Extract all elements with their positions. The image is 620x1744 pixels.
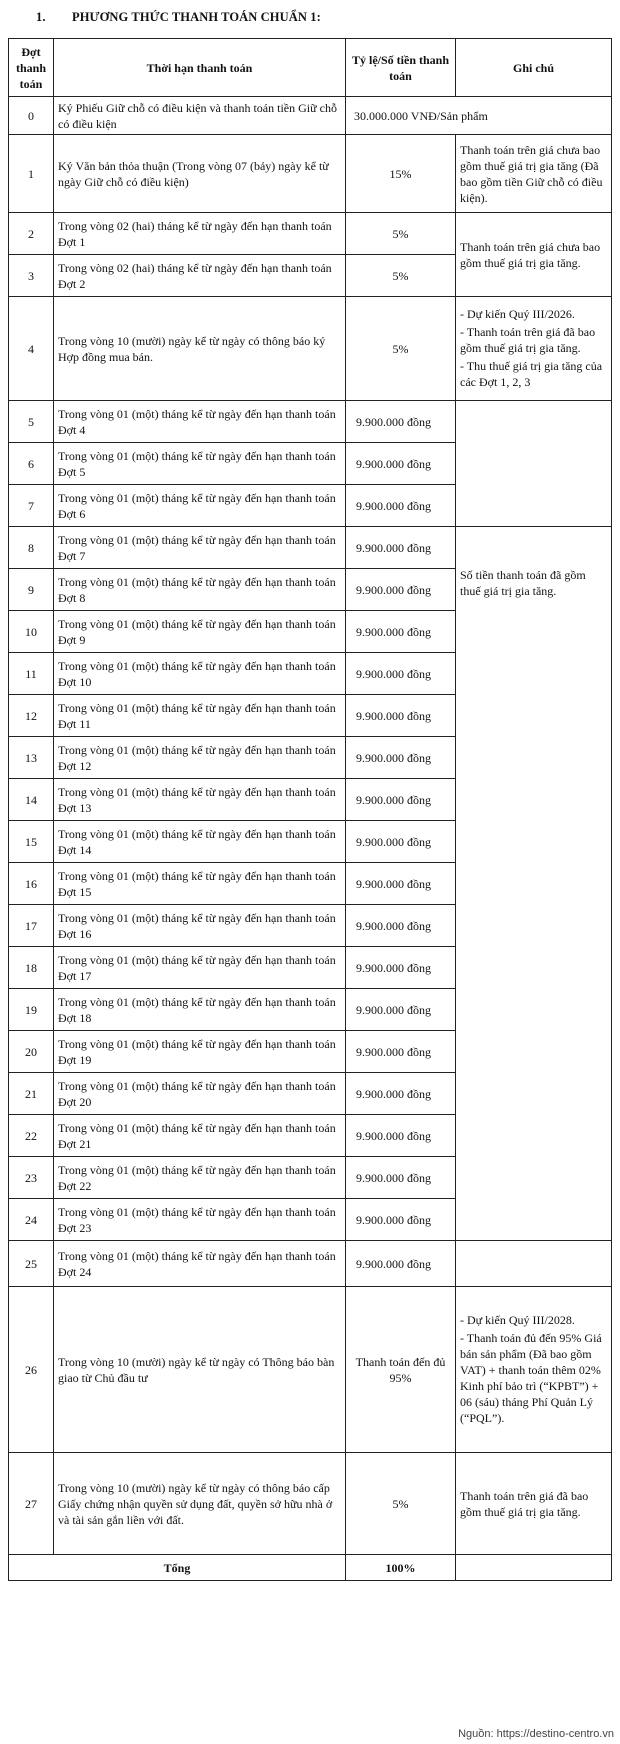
row-amount: 9.900.000 đồng [346,695,456,737]
row-index: 0 [9,97,54,135]
section-heading [36,10,321,25]
row-index: 25 [9,1241,54,1287]
note-8-24: Số tiền thanh toán đã gồm thuế giá trị gia tăng. [456,527,612,1241]
row-amount: 9.900.000 đồng [346,947,456,989]
row-amount: 9.900.000 đồng [346,905,456,947]
row-index: 4 [9,297,54,401]
total-row [9,1555,612,1581]
header-note: Ghi chú [456,39,612,97]
table-row [9,1241,612,1287]
total-label: Tổng [9,1555,346,1581]
row-deadline: Trong vòng 01 (một) tháng kể từ ngày đến hạn thanh toán Đợt 10 [54,653,346,695]
row-amount: 5% [346,1453,456,1555]
source-credit: Nguồn: https://destino-centro.vn [458,1728,614,1740]
row-deadline: Trong vòng 01 (một) tháng kể từ ngày đến hạn thanh toán Đợt 15 [54,863,346,905]
note-1: Thanh toán trên giá chưa bao gồm thuế giá trị gia tăng (Đã bao gồm tiền Giữ chỗ có điều kiện). [456,135,612,213]
note-line: - Dự kiến Quý III/2028. [460,1312,575,1327]
table-row [9,97,612,135]
row-deadline: Trong vòng 01 (một) tháng kể từ ngày đến hạn thanh toán Đợt 22 [54,1157,346,1199]
row-index: 13 [9,737,54,779]
row-index: 15 [9,821,54,863]
row-deadline: Trong vòng 01 (một) tháng kể từ ngày đến hạn thanh toán Đợt 19 [54,1031,346,1073]
note-5-7 [456,401,612,527]
row-deadline: Trong vòng 01 (một) tháng kể từ ngày đến hạn thanh toán Đợt 23 [54,1199,346,1241]
row-amount: 5% [346,297,456,401]
row-amount: Thanh toán đến đủ 95% [346,1287,456,1453]
note-line: - Thanh toán trên giá đã bao gồm thuế giá trị gia tăng. [460,324,596,355]
row-index: 8 [9,527,54,569]
row-deadline: Trong vòng 01 (một) tháng kể từ ngày đến hạn thanh toán Đợt 13 [54,779,346,821]
row-deadline: Trong vòng 01 (một) tháng kể từ ngày đến hạn thanh toán Đợt 21 [54,1115,346,1157]
row-deadline: Trong vòng 01 (một) tháng kể từ ngày đến hạn thanh toán Đợt 14 [54,821,346,863]
total-note [456,1555,612,1581]
row-deadline: Trong vòng 10 (mười) ngày kể từ ngày có Thông báo bàn giao từ Chủ đầu tư [54,1287,346,1453]
row-amount: 9.900.000 đồng [346,401,456,443]
row-amount: 9.900.000 đồng [346,989,456,1031]
row-amount: 15% [346,135,456,213]
row-amount: 9.900.000 đồng [346,527,456,569]
row-deadline: Trong vòng 01 (một) tháng kể từ ngày đến hạn thanh toán Đợt 16 [54,905,346,947]
row-amount: 5% [346,255,456,297]
note-27: Thanh toán trên giá đã bao gồm thuế giá trị gia tăng. [456,1453,612,1555]
row-amount: 9.900.000 đồng [346,443,456,485]
note-26 [456,1287,612,1453]
row-index: 19 [9,989,54,1031]
row-amount: 9.900.000 đồng [346,863,456,905]
section-title: PHƯƠNG THỨC THANH TOÁN CHUẨN 1: [72,10,321,24]
row-amount: 9.900.000 đồng [346,779,456,821]
table-row [9,1453,612,1555]
row-amount: 9.900.000 đồng [346,737,456,779]
row-index: 18 [9,947,54,989]
row-deadline: Trong vòng 01 (một) tháng kể từ ngày đến hạn thanh toán Đợt 12 [54,737,346,779]
row-index: 2 [9,213,54,255]
row-deadline: Trong vòng 01 (một) tháng kể từ ngày đến hạn thanh toán Đợt 4 [54,401,346,443]
header-installment: Đợt thanh toán [9,39,54,97]
table-header-row [9,39,612,97]
row-amount: 9.900.000 đồng [346,485,456,527]
row-index: 17 [9,905,54,947]
table-row [9,401,612,443]
row-index: 12 [9,695,54,737]
table-row [9,213,612,255]
row-deadline: Trong vòng 02 (hai) tháng kể từ ngày đến hạn thanh toán Đợt 1 [54,213,346,255]
row-amount: 9.900.000 đồng [346,821,456,863]
note-2-3: Thanh toán trên giá chưa bao gồm thuế giá trị gia tăng. [456,213,612,297]
note-line: - Dự kiến Quý III/2026. [460,306,575,321]
row-amount: 9.900.000 đồng [346,1031,456,1073]
row-amount: 9.900.000 đồng [346,1199,456,1241]
table-row [9,297,612,401]
row-index: 27 [9,1453,54,1555]
row-amount: 9.900.000 đồng [346,1073,456,1115]
note-line: - Thu thuế giá trị gia tăng của các Đợt 1, 2, 3 [460,358,603,389]
row-index: 7 [9,485,54,527]
row-deadline: Trong vòng 01 (một) tháng kể từ ngày đến hạn thanh toán Đợt 5 [54,443,346,485]
row-index: 11 [9,653,54,695]
row-index: 26 [9,1287,54,1453]
row-deadline: Trong vòng 01 (một) tháng kể từ ngày đến hạn thanh toán Đợt 18 [54,989,346,1031]
row-index: 10 [9,611,54,653]
row-index: 16 [9,863,54,905]
row-deadline: Trong vòng 10 (mười) ngày kể từ ngày có thông báo ký Hợp đồng mua bán. [54,297,346,401]
row-amount: 9.900.000 đồng [346,1157,456,1199]
row-deadline: Trong vòng 01 (một) tháng kể từ ngày đến hạn thanh toán Đợt 17 [54,947,346,989]
row-deadline: Trong vòng 01 (một) tháng kể từ ngày đến hạn thanh toán Đợt 8 [54,569,346,611]
header-rate: Tỷ lệ/Số tiền thanh toán [346,39,456,97]
note-25 [456,1241,612,1287]
row-index: 20 [9,1031,54,1073]
row-index: 21 [9,1073,54,1115]
row-amount: 9.900.000 đồng [346,611,456,653]
row-deadline: Trong vòng 01 (một) tháng kể từ ngày đến hạn thanh toán Đợt 7 [54,527,346,569]
row-amount: 9.900.000 đồng [346,1241,456,1287]
row-deadline: Trong vòng 01 (một) tháng kể từ ngày đến hạn thanh toán Đợt 11 [54,695,346,737]
row-amount: 9.900.000 đồng [346,653,456,695]
row-deadline: Ký Văn bản thỏa thuận (Trong vòng 07 (bảy) ngày kể từ ngày Giữ chỗ có điều kiện) [54,135,346,213]
row-index: 9 [9,569,54,611]
payment-schedule-table [8,38,612,1581]
row-amount: 9.900.000 đồng [346,1115,456,1157]
row-deadline: Trong vòng 02 (hai) tháng kể từ ngày đến hạn thanh toán Đợt 2 [54,255,346,297]
row-amount: 5% [346,213,456,255]
row-deadline: Trong vòng 01 (một) tháng kể từ ngày đến hạn thanh toán Đợt 24 [54,1241,346,1287]
row-amount: 30.000.000 VNĐ/Sản phẩm [346,97,612,135]
table-row [9,1287,612,1453]
row-index: 3 [9,255,54,297]
section-number: 1. [36,10,46,24]
table-row [9,135,612,213]
total-value: 100% [346,1555,456,1581]
row-index: 1 [9,135,54,213]
row-deadline: Trong vòng 10 (mười) ngày kể từ ngày có thông báo cấp Giấy chứng nhận quyền sử dụng đất, quyền sở hữu nhà ở và tài sản gắn liền với đất. [54,1453,346,1555]
row-index: 5 [9,401,54,443]
row-index: 22 [9,1115,54,1157]
row-deadline: Trong vòng 01 (một) tháng kể từ ngày đến hạn thanh toán Đợt 9 [54,611,346,653]
row-index: 24 [9,1199,54,1241]
row-deadline: Trong vòng 01 (một) tháng kể từ ngày đến hạn thanh toán Đợt 20 [54,1073,346,1115]
row-deadline: Trong vòng 01 (một) tháng kể từ ngày đến hạn thanh toán Đợt 6 [54,485,346,527]
row-deadline: Ký Phiếu Giữ chỗ có điều kiện và thanh toán tiền Giữ chỗ có điều kiện [54,97,346,135]
row-index: 23 [9,1157,54,1199]
note-4 [456,297,612,401]
table-row [9,527,612,569]
row-index: 14 [9,779,54,821]
row-index: 6 [9,443,54,485]
header-deadline: Thời hạn thanh toán [54,39,346,97]
row-amount: 9.900.000 đồng [346,569,456,611]
note-line: - Thanh toán đủ đến 95% Giá bán sản phẩm (Đã bao gồm VAT) + thanh toán thêm 02% Kinh phí bảo trì (“KPBT”) + 06 (sáu) tháng Phí Quản Lý (“PQL”). [460,1330,602,1425]
